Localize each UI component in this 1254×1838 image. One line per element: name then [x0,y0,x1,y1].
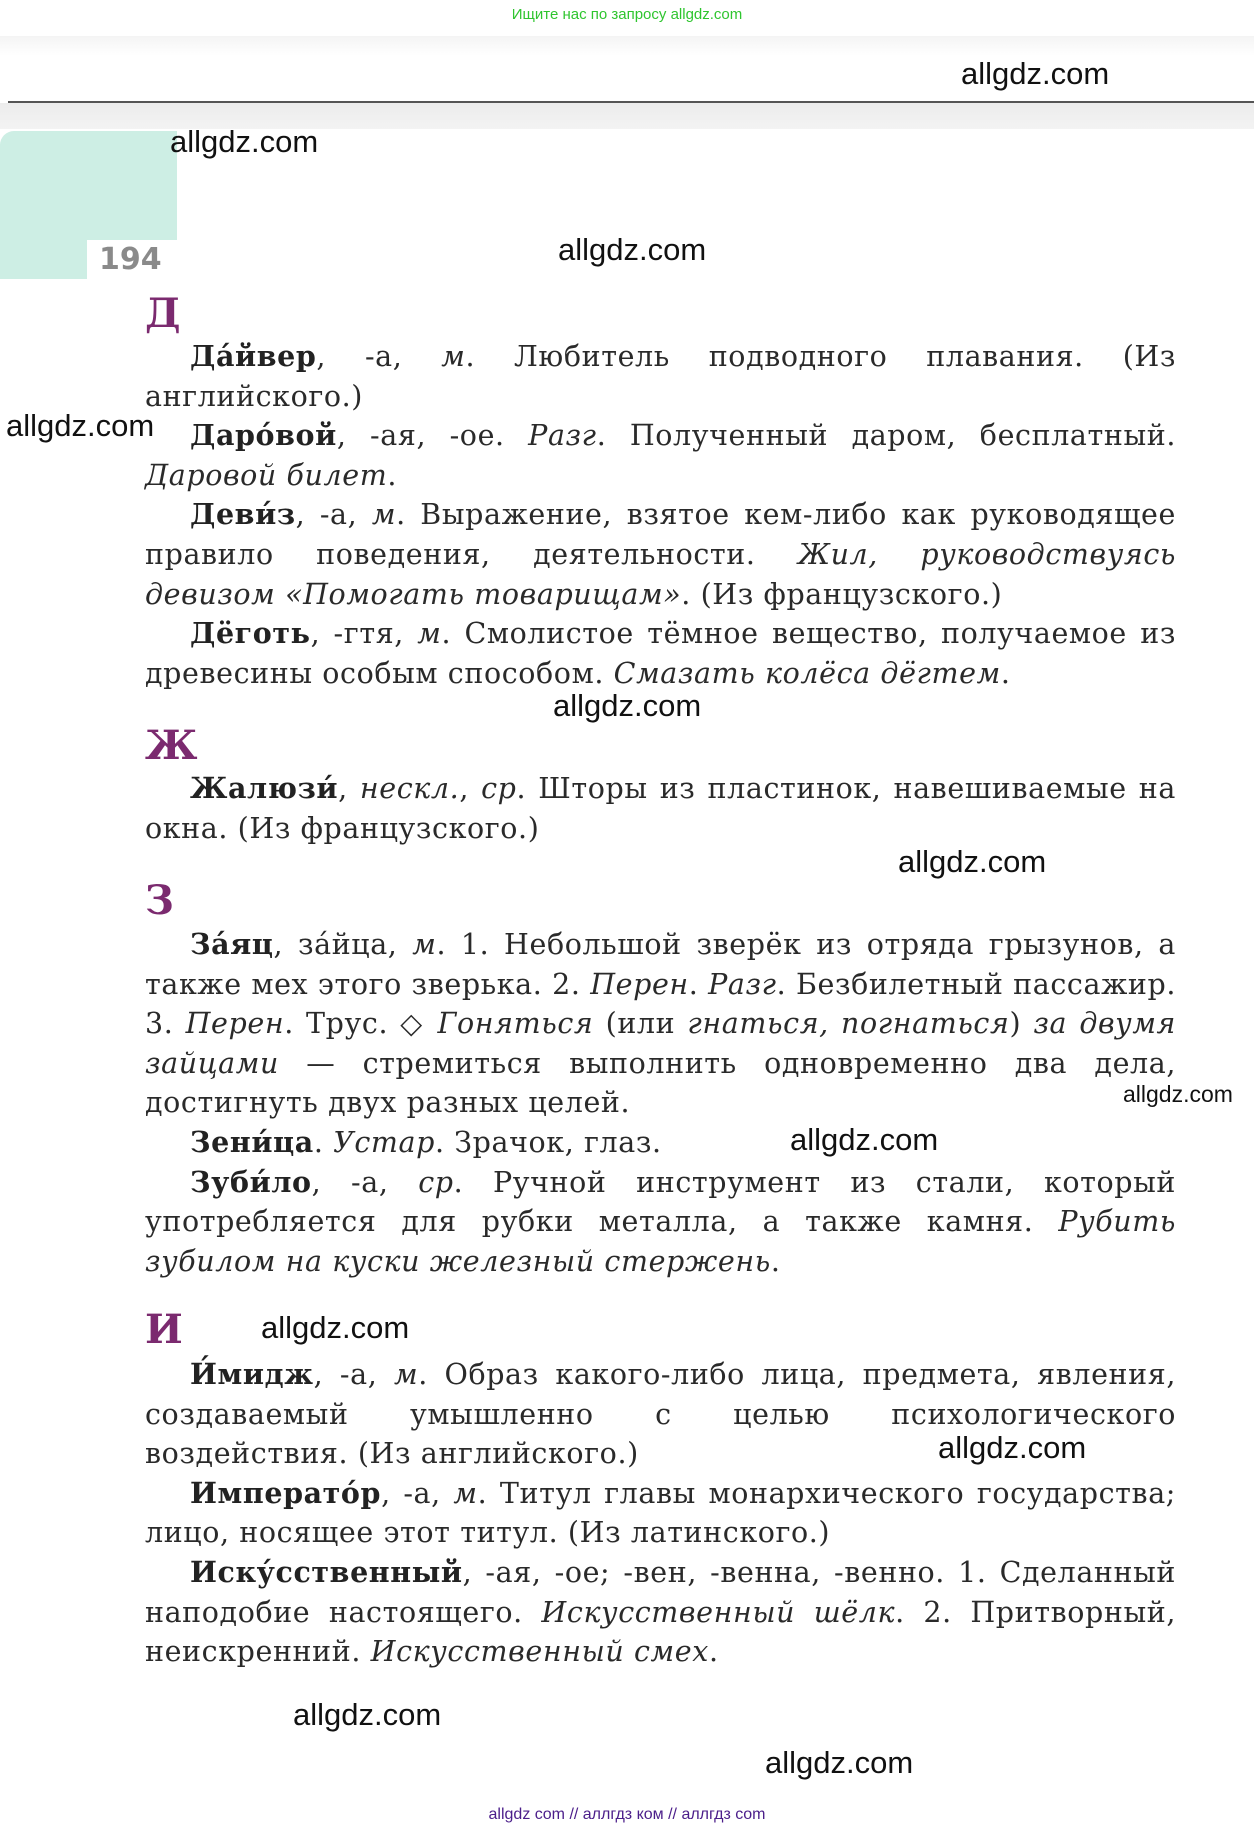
italic-text: Гоняться [437,1007,594,1041]
entry-text: . Выражение, взятое кем-либо как руководящее правило поведения, деятельности. [145,498,1176,571]
entry-text: , -а, [316,340,442,373]
entry-text: . Трус. ◇ [284,1007,438,1041]
italic-text: Смазать колёса дёгтем [613,656,1001,690]
section-zh-entries [145,769,1176,848]
section-letter-d: Д [145,290,181,337]
section-i-entries [145,1355,1176,1672]
watermark: allgdz.com [558,232,707,267]
footer-links: allgdz com // аллгдз ком // аллгдз com [488,1806,766,1823]
entry-text: . [770,1244,781,1278]
dictionary-entry [145,1123,1176,1163]
watermark: allgdz.com [170,124,319,159]
italic-text: Устар [333,1125,435,1159]
entry-text: . Зрачок, глаз. [434,1125,662,1159]
italic-text: м [393,1358,419,1391]
headword: Даро́вой [190,418,337,453]
entry-text: . Полученный даром, бесплатный. [596,419,1176,453]
italic-text: м [453,1476,478,1510]
headword: Иску́сственный [190,1554,463,1589]
italic-text: за двумя зайцами [145,1007,1177,1080]
entry-text: . [387,458,397,492]
entry-text: . Шторы из пластинок, навешиваемые на окна. (Из французского.) [145,772,1176,845]
watermark: allgdz.com [961,56,1110,91]
headword: За́яц [190,927,274,961]
italic-text: Разг [708,967,777,1001]
entry-text: . [688,967,709,1001]
dictionary-entry [145,925,1176,1123]
dictionary-entry [145,337,1176,416]
entry-text: . [708,1635,719,1669]
italic-text: Искусственный шёлк [541,1595,896,1629]
italic-text: Рубить зубилом на куски железный стержень [145,1205,1176,1278]
headword: Деви́з [190,497,296,532]
entry-text: — стремиться выполнить одновременно два дела, достигнуть двух разных целей. [145,1046,1176,1120]
entry-text: . Образ какого-либо лица, предмета, явления, создаваемый умышленно с целью психологического воздействия. (Из английского.) [145,1358,1176,1471]
dictionary-entry [145,614,1176,693]
headword: Императо́р [190,1475,382,1510]
watermark: allgdz.com [898,844,1047,879]
search-banner: Ищите нас по запросу allgdz.com [511,6,743,23]
entry-text: . Титул главы монархического государства; лицо, носящее этот титул. (Из латинского.) [145,1476,1176,1550]
watermark: allgdz.com [1123,1081,1233,1107]
section-letter-z: З [145,877,174,924]
dictionary-entry [145,416,1176,495]
italic-text: ср [481,772,517,805]
entry-text: . 2. Притворный, неискренний. [145,1595,1176,1669]
dictionary-entry [145,1474,1176,1553]
italic-text: Разг [528,419,597,453]
italic-text: Искусственный смех [370,1635,709,1669]
entry-text: . [313,1125,334,1159]
headword: Зуби́ло [190,1164,312,1199]
section-z-entries [145,925,1176,1281]
entry-text: (или [593,1007,688,1041]
watermark: allgdz.com [553,688,702,723]
watermark: allgdz.com [790,1122,939,1157]
entry-text: , за́йца, [273,928,413,961]
watermark: allgdz.com [765,1745,914,1780]
italic-text: Даровой билет [145,458,388,492]
italic-text: Перен [185,1007,285,1041]
entry-text: , -а, [311,1165,419,1199]
headword: Жалюзи́ [190,771,339,805]
entry-text: , -а, [313,1358,394,1391]
headword: И́мидж [190,1357,314,1391]
entry-text: , -ая, -ое. [336,419,529,453]
dictionary-entry [145,1163,1176,1282]
watermark: allgdz.com [293,1697,442,1732]
watermark: allgdz.com [938,1430,1087,1465]
headword: Зени́ца [190,1124,314,1159]
dictionary-entry [145,495,1176,614]
italic-text: ср [418,1165,454,1199]
watermark: allgdz.com [261,1310,410,1345]
section-letter-i: И [145,1306,183,1353]
entry-text: . Смолистое тёмное вещество, получаемое из древесины особым способом. [145,617,1176,690]
section-d-entries [145,337,1176,693]
italic-text: гнаться, погнаться [687,1007,1010,1041]
entry-text: , [338,772,360,805]
entry-text: , -а, [295,498,372,532]
entry-text: . Любитель подводного плавания. (Из английского.) [145,340,1177,413]
italic-text: нескл. [359,772,460,805]
italic-text: м [412,928,437,961]
page-number: 194 [87,240,177,279]
entry-text: . 1. Небольшой зверёк из отряда грызунов, а также мех этого зверька. 2. [145,928,1176,1001]
entry-text: . (Из французского.) [681,577,1003,611]
entry-text: , -а, [381,1476,454,1510]
italic-text: Жил, руководствуясь девизом «Помогать товарищам» [145,537,1176,611]
watermark: allgdz.com [6,408,155,443]
italic-text: м [441,340,466,373]
entry-text: , -ая, -ое; -вен, -венна, -венно. 1. Сделанный наподобие настоящего. [145,1555,1176,1629]
dictionary-entry [145,769,1176,848]
entry-text: . Ручной инструмент из стали, который употребляется для рубки металла, а также камня. [145,1165,1176,1239]
entry-text: ) [1009,1007,1034,1041]
entry-text: . [1000,656,1011,690]
entry-text: , -гтя, [310,617,418,651]
headword: Да́йвер [190,339,317,373]
entry-text: , [459,772,482,805]
section-letter-zh: Ж [145,722,198,769]
italic-text: м [371,498,397,532]
italic-text: Перен [590,967,689,1001]
dictionary-entry [145,1553,1176,1672]
headword: Дёготь [190,616,311,651]
italic-text: м [417,617,442,651]
entry-text: . Безбилетный пассажир. 3. [145,967,1176,1041]
